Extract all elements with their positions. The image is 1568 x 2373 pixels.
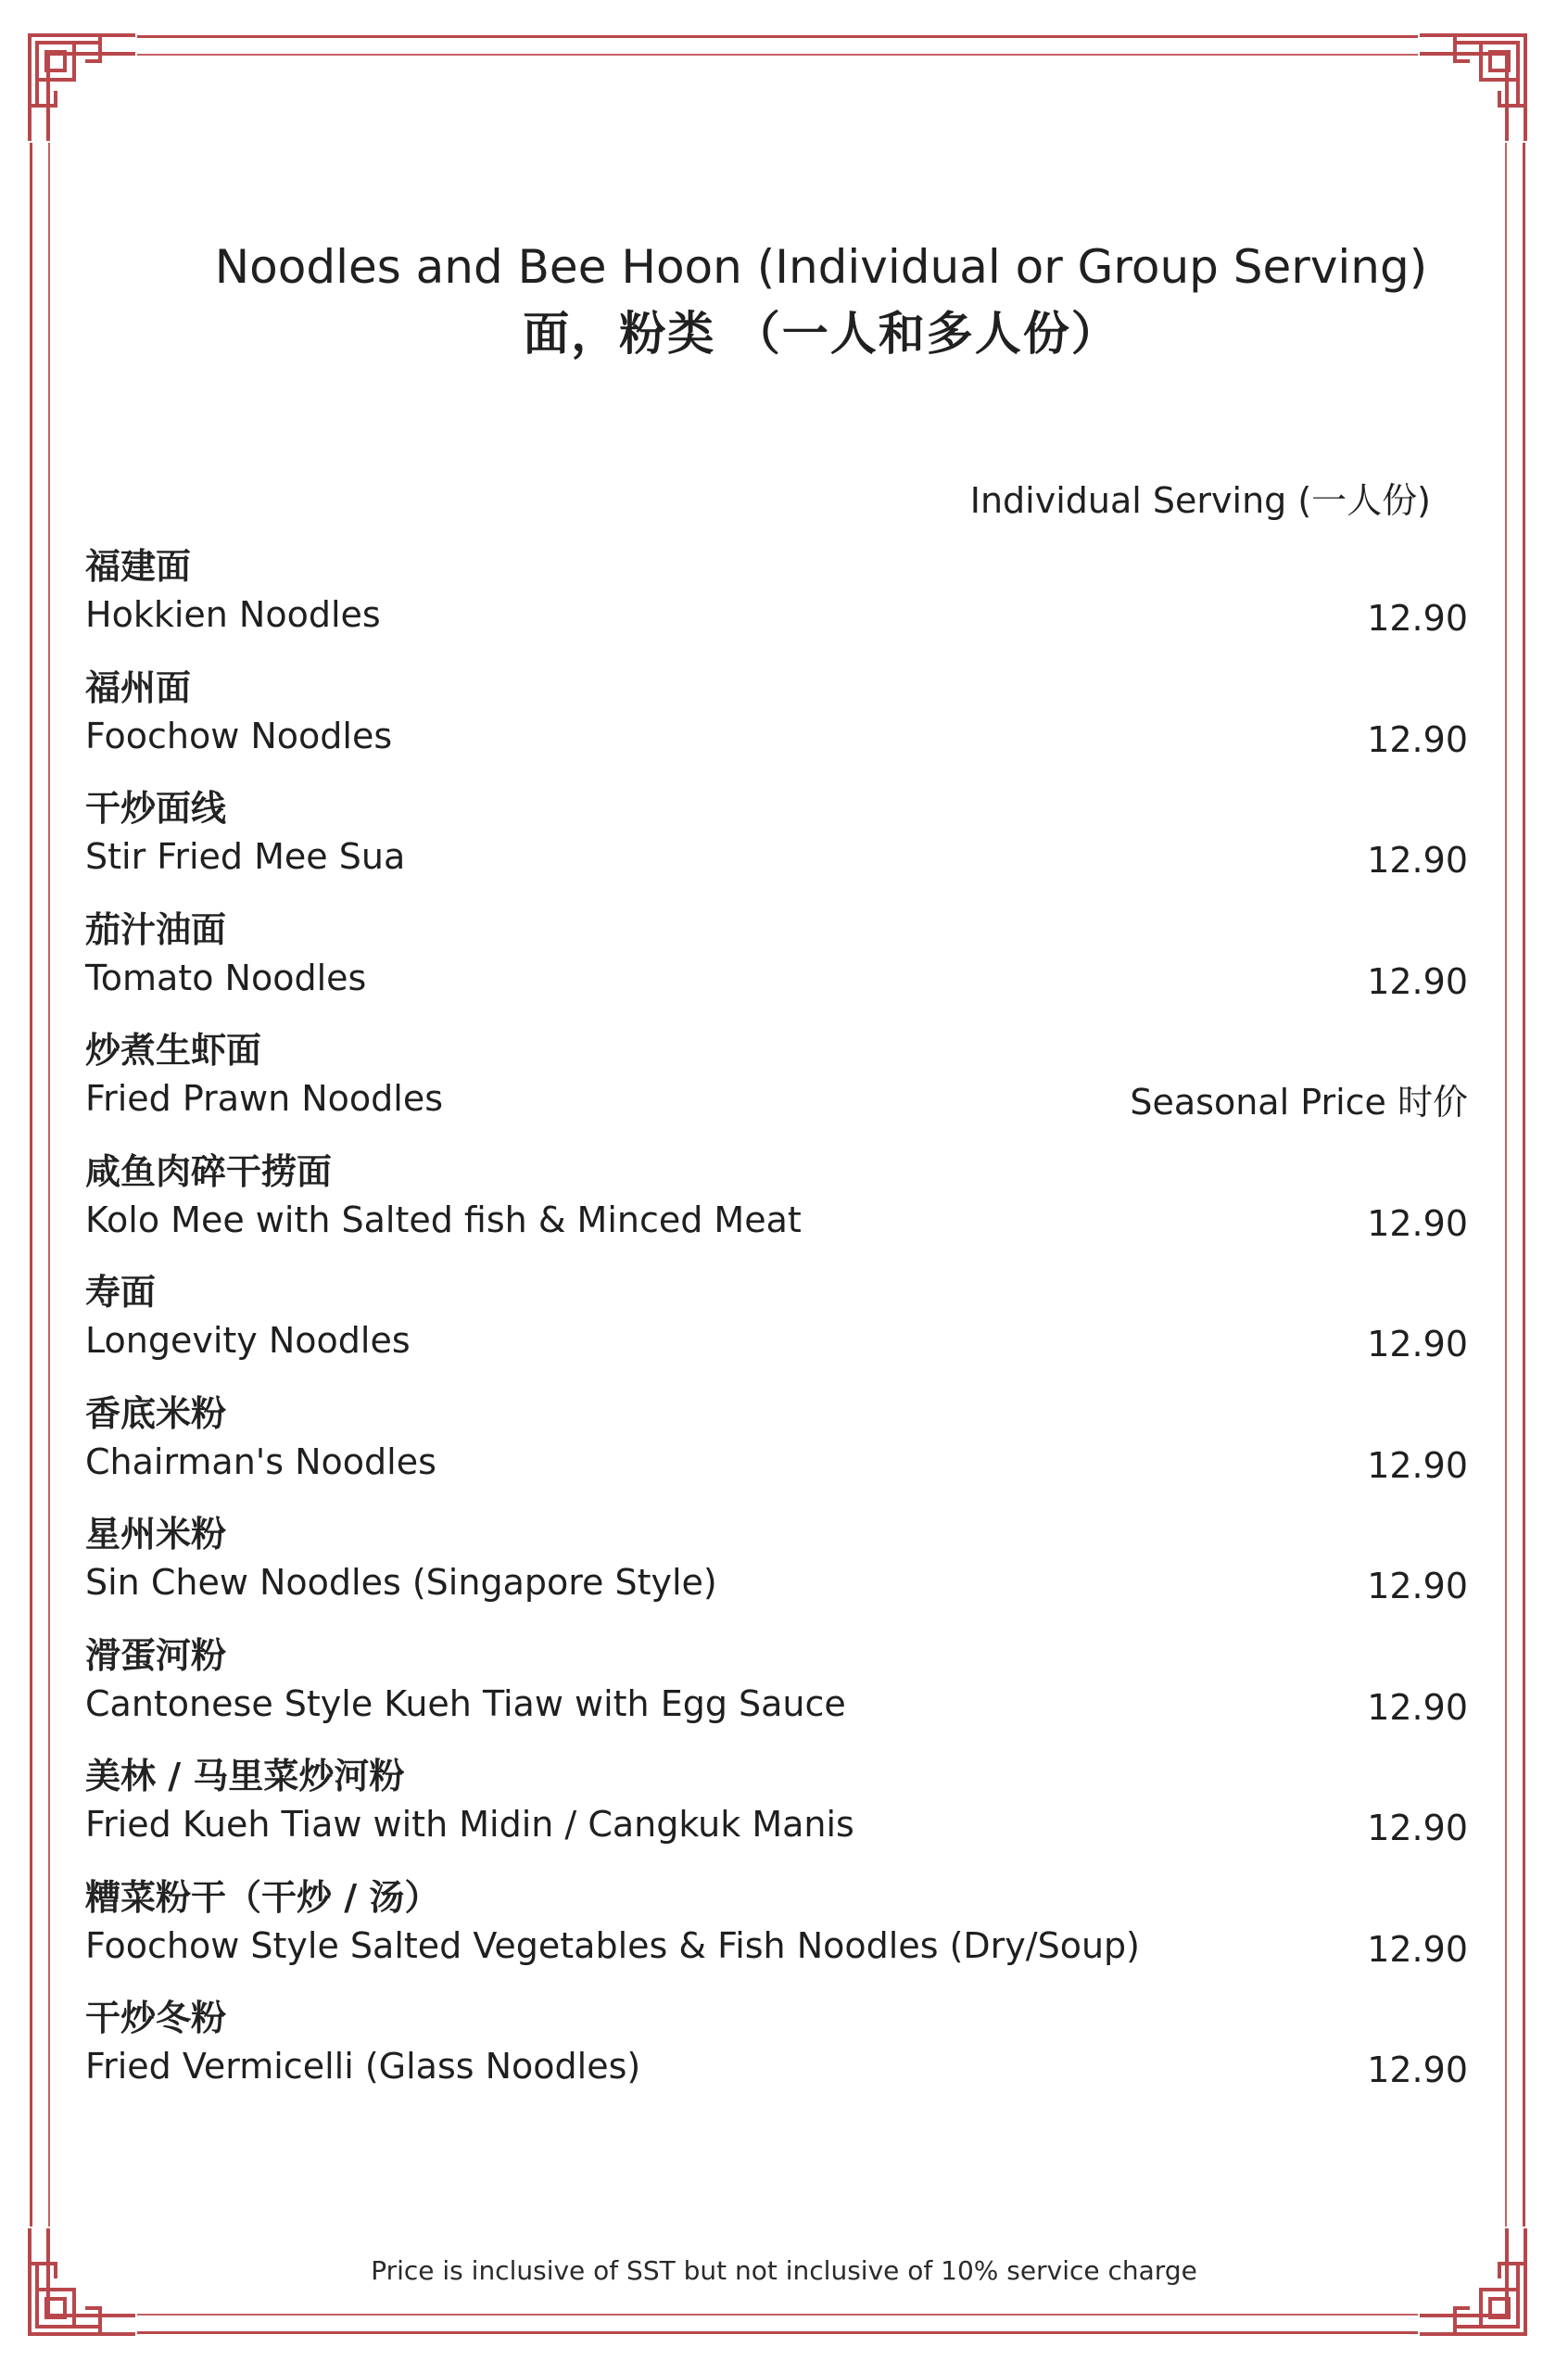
menu-item [85, 1027, 1468, 1148]
page-title-chinese: 面，粉类 （一人和多人份） [523, 307, 1119, 361]
menu-item-price: 12.90 [1367, 1444, 1468, 1486]
menu-item-name: Foochow Style Salted Vegetables & Fish Noodles (Dry/Soup) [85, 1924, 1140, 1966]
footer-note: Price is inclusive of SST but not inclusive of 10% service charge [371, 2255, 1197, 2286]
menu-item-price: 12.90 [1367, 598, 1468, 639]
menu-item [85, 1148, 1468, 1270]
corner-ornament-top-right [1418, 32, 1529, 143]
menu-item-name: Fried Kueh Tiaw with Midin / Cangkuk Manis [85, 1804, 854, 1845]
menu-item-price: 12.90 [1367, 1566, 1468, 1606]
menu-item-price: 12.90 [1367, 1928, 1468, 1970]
menu-item-price: 12.90 [1367, 1686, 1468, 1728]
menu-item [85, 907, 1468, 1028]
menu-item-name-chinese: 美林 / 马里菜炒河粉 [85, 1756, 405, 1796]
menu-item-name: Hokkien Noodles [85, 594, 381, 635]
corner-ornament-top-left [26, 32, 137, 143]
menu-item-name-chinese: 福建面 [85, 546, 192, 587]
menu-item-price: Seasonal Price 时价 [1130, 1082, 1468, 1123]
menu-item [85, 785, 1468, 907]
menu-item-price: 12.90 [1367, 1808, 1468, 1848]
menu-item-name: Stir Fried Mee Sua [85, 836, 406, 877]
menu-item-name-chinese: 炒煮生虾面 [85, 1030, 262, 1071]
menu-item-list [85, 543, 1468, 2116]
menu-item-price: 12.90 [1367, 718, 1468, 760]
menu-item [85, 1995, 1468, 2116]
page-title: Noodles and Bee Hoon (Individual or Group Serving) [214, 240, 1428, 294]
menu-item [85, 543, 1468, 665]
menu-item-name: Chairman's Noodles [85, 1440, 436, 1482]
menu-item-price: 12.90 [1367, 960, 1468, 1002]
menu-item-name-chinese: 咸鱼肉碎干捞面 [85, 1150, 333, 1192]
menu-item-name: Foochow Noodles [85, 715, 393, 756]
menu-item-name: Tomato Noodles [85, 957, 367, 998]
menu-item-name-chinese: 糟菜粉干（干炒 / 汤） [85, 1876, 440, 1918]
menu-item [85, 1874, 1468, 1996]
menu-item-name-chinese: 滑蛋河粉 [85, 1634, 227, 1676]
menu-item [85, 1753, 1468, 1874]
menu-item-name-chinese: 干炒冬粉 [85, 1998, 227, 2038]
menu-item [85, 1269, 1468, 1390]
menu-item-name-chinese: 干炒面线 [85, 788, 227, 829]
menu-item-name-chinese: 星州米粉 [85, 1514, 227, 1555]
menu-item-name-chinese: 福州面 [85, 666, 192, 708]
menu-item-name-chinese: 香底米粉 [85, 1392, 227, 1434]
menu-item-name: Fried Prawn Noodles [85, 1078, 444, 1119]
menu-item-name: Cantonese Style Kueh Tiaw with Egg Sauce [85, 1682, 846, 1724]
menu-item [85, 1632, 1468, 1754]
menu-item [85, 1511, 1468, 1632]
menu-item [85, 1390, 1468, 1512]
menu-item-price: 12.90 [1367, 1202, 1468, 1244]
menu-item-name: Longevity Noodles [85, 1320, 411, 1361]
menu-item [85, 665, 1468, 786]
menu-item-name-chinese: 茄汁油面 [85, 908, 227, 950]
menu-item-price: 12.90 [1367, 1324, 1468, 1364]
menu-item-price: 12.90 [1367, 2049, 1468, 2090]
menu-item-name: Sin Chew Noodles (Singapore Style) [85, 1562, 717, 1603]
menu-item-price: 12.90 [1367, 840, 1468, 881]
menu-item-name: Kolo Mee with Salted fish & Minced Meat [85, 1199, 802, 1240]
menu-item-name-chinese: 寿面 [85, 1272, 157, 1313]
price-column-header: Individual Serving (一人份) [969, 480, 1431, 521]
menu-item-name: Fried Vermicelli (Glass Noodles) [85, 2046, 641, 2087]
